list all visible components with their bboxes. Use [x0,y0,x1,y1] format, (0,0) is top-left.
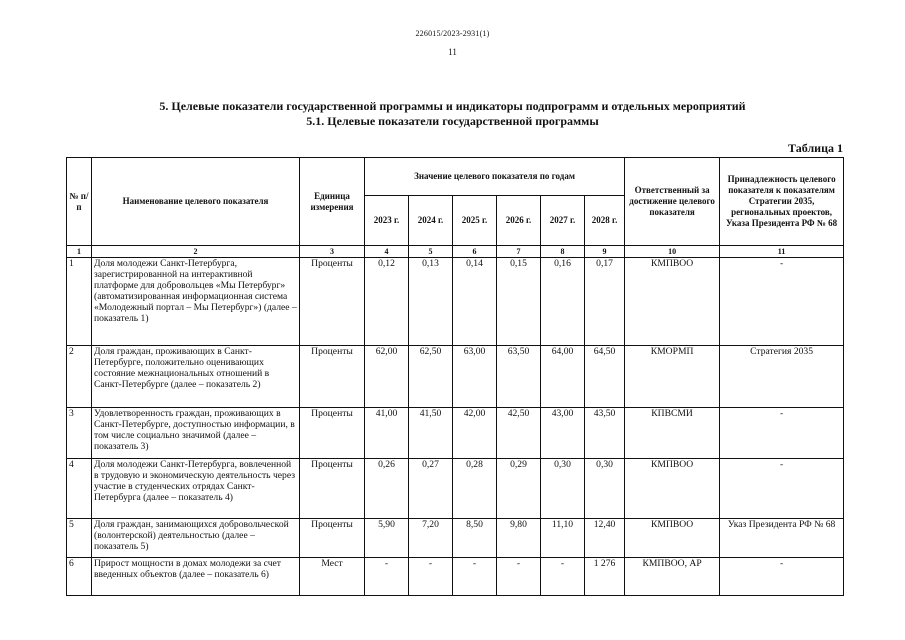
row-value: 11,10 [541,519,585,558]
col-header-num: № п/п [67,158,92,246]
row-name: Доля граждан, проживающих в Санкт-Петербурге, положительно оценивающих состояние межнациональных отношений в Санкт-Петербурге (далее – показатель 2) [92,346,300,408]
table-row [67,258,844,346]
col-number: 5 [409,246,453,258]
row-value: 0,12 [365,258,409,346]
col-number: 11 [720,246,844,258]
row-belonging: Стратегия 2035 [720,346,844,408]
row-unit: Проценты [300,408,365,459]
col-header-responsible: Ответственный за достижение целевого показателя [625,158,720,246]
row-value: 43,50 [585,408,625,459]
document-number: 226015/2023-2931(1) [415,29,490,38]
col-header-year: 2025 г. [453,196,497,246]
row-value: 0,30 [585,459,625,519]
row-responsible: КМПВОО [625,519,720,558]
col-header-year: 2024 г. [409,196,453,246]
table-row [67,519,844,558]
row-value: 0,30 [541,459,585,519]
target-indicators-table [66,157,844,596]
col-number: 6 [453,246,497,258]
col-header-year: 2023 г. [365,196,409,246]
row-value: 0,17 [585,258,625,346]
col-header-belonging: Принадлежность целевого показателя к показателям Стратегии 2035, региональных проектов, Указа Президента РФ № 68 [720,158,844,246]
row-name: Доля граждан, занимающихся добровольческой (волонтерской) деятельностью (далее – показатель 5) [92,519,300,558]
row-responsible: КМОРМП [625,346,720,408]
row-value: 0,27 [409,459,453,519]
col-header-year: 2026 г. [497,196,541,246]
row-value: 0,28 [453,459,497,519]
col-number: 1 [67,246,92,258]
row-responsible: КМПВОО [625,258,720,346]
table-row [67,459,844,519]
row-value: 64,00 [541,346,585,408]
row-unit: Проценты [300,346,365,408]
table-row [67,408,844,459]
col-number: 8 [541,246,585,258]
row-belonging: - [720,558,844,596]
row-value: 0,16 [541,258,585,346]
row-value: 64,50 [585,346,625,408]
row-unit: Проценты [300,459,365,519]
subsection-title: 5.1. Целевые показатели государственной программы [306,114,599,128]
row-num: 5 [67,519,92,558]
row-belonging: Указ Президента РФ № 68 [720,519,844,558]
row-unit: Проценты [300,258,365,346]
col-header-unit: Единица измерения [300,158,365,246]
col-number: 7 [497,246,541,258]
col-header-year: 2028 г. [585,196,625,246]
row-value: - [453,558,497,596]
row-value: 63,00 [453,346,497,408]
row-value: 42,50 [497,408,541,459]
row-value: 43,00 [541,408,585,459]
row-value: 8,50 [453,519,497,558]
row-name: Доля молодежи Санкт-Петербурга, вовлеченной в трудовую и экономическую деятельность через участие в студенческих отрядах Санкт-Петербурга (далее – показатель 4) [92,459,300,519]
row-value: 42,00 [453,408,497,459]
col-number: 3 [300,246,365,258]
row-responsible: КМПВОО, АР [625,558,720,596]
row-value: 12,40 [585,519,625,558]
row-name: Удовлетворенность граждан, проживающих в Санкт-Петербурге, доступностью информации, в том числе социально значимой (далее – показатель 3) [92,408,300,459]
row-value: 9,80 [497,519,541,558]
row-belonging: - [720,408,844,459]
row-value: 0,26 [365,459,409,519]
row-value: - [541,558,585,596]
page-number: 11 [448,47,457,57]
column-number-row [67,246,844,258]
row-num: 6 [67,558,92,596]
col-number: 2 [92,246,300,258]
col-header-name: Наименование целевого показателя [92,158,300,246]
row-value: 7,20 [409,519,453,558]
row-num: 2 [67,346,92,408]
row-value: 0,14 [453,258,497,346]
row-value: 41,50 [409,408,453,459]
row-value: 63,50 [497,346,541,408]
row-responsible: КМПВОО [625,459,720,519]
row-value: 0,15 [497,258,541,346]
col-header-year: 2027 г. [541,196,585,246]
row-unit: Проценты [300,519,365,558]
row-value: - [409,558,453,596]
row-num: 1 [67,258,92,346]
row-unit: Мест [300,558,365,596]
col-number: 4 [365,246,409,258]
row-value: 1 276 [585,558,625,596]
row-name: Прирост мощности в домах молодежи за счет введенных объектов (далее – показатель 6) [92,558,300,596]
row-value: 62,50 [409,346,453,408]
table-caption: Таблица 1 [788,141,843,155]
table-row [67,558,844,596]
row-num: 4 [67,459,92,519]
row-value: - [497,558,541,596]
table-row [67,346,844,408]
col-header-values-group: Значение целевого показателя по годам [365,158,625,196]
row-responsible: КПВСМИ [625,408,720,459]
section-title: 5. Целевые показатели государственной программы и индикаторы подпрограмм и отдельных мероприятий [159,99,746,113]
row-belonging: - [720,258,844,346]
col-number: 9 [585,246,625,258]
row-value: 41,00 [365,408,409,459]
row-value: 0,13 [409,258,453,346]
row-value: 0,29 [497,459,541,519]
row-value: 62,00 [365,346,409,408]
col-number: 10 [625,246,720,258]
row-name: Доля молодежи Санкт-Петербурга, зарегистрированной на интерактивной платформе для добровольцев «Мы Петербург» (автоматизированная информационная система «Молодежный портал – Мы Петербург») (далее – показатель 1) [92,258,300,346]
row-value: - [365,558,409,596]
row-belonging: - [720,459,844,519]
row-num: 3 [67,408,92,459]
row-value: 5,90 [365,519,409,558]
